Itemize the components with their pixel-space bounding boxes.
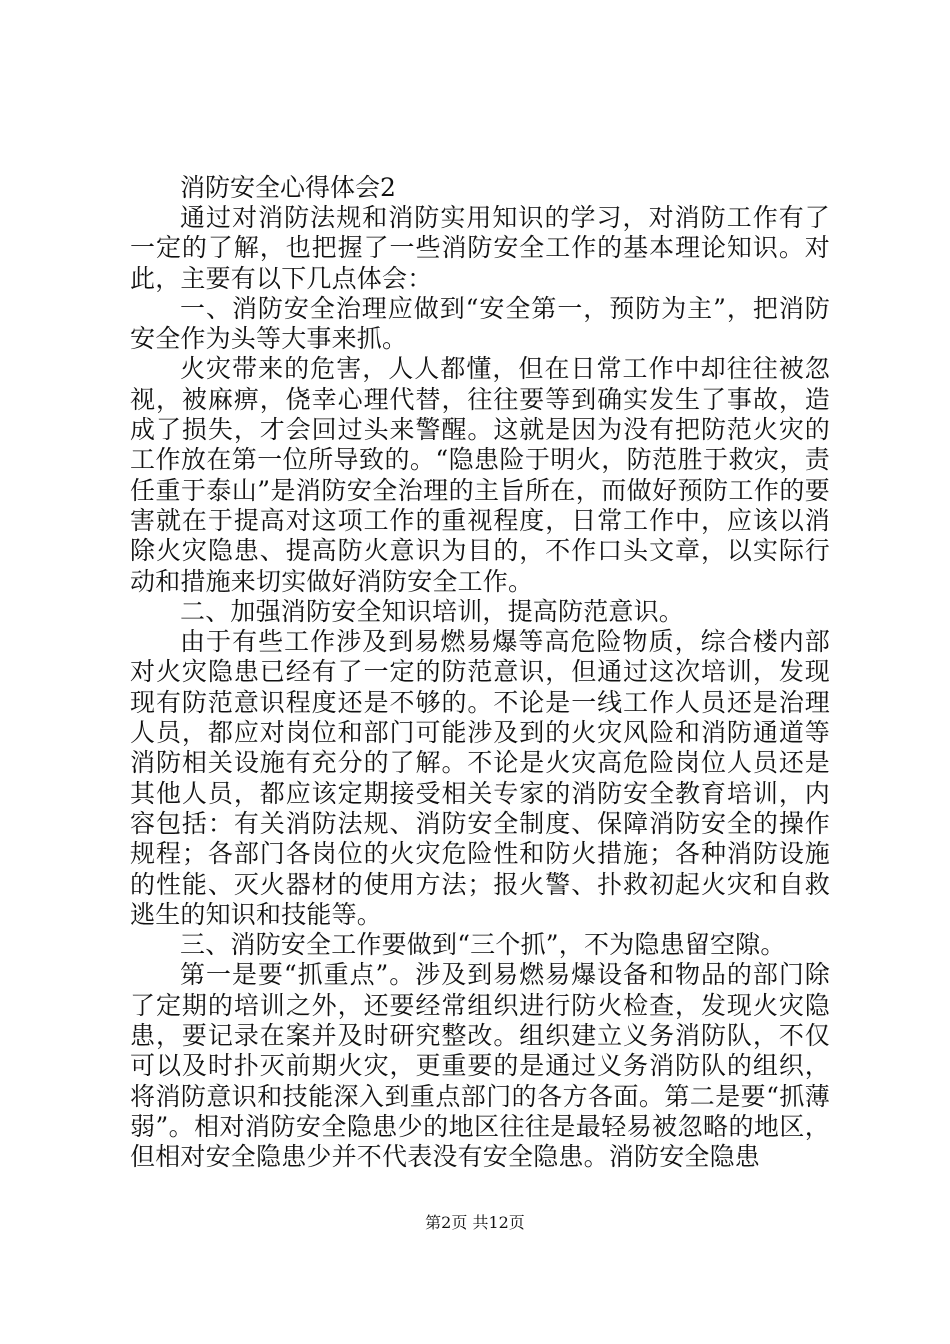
paragraph-section-1-body: 火灾带来的危害，人人都懂，但在日常工作中却往往被忽视，被麻痹，侥幸心理代替，往往要等到确实发生了事故，造成了损失，才会回过头来警醒。这就是因为没有把防范火灾的工作放在第一位所导致的。“隐患险于明火，防范胜于救灾，责任重于泰山”是消防安全治理的主旨所在，而做好预防工作的要害就在于提高对这项工作的重视程度，日常工作中，应该以消除火灾隐患、提高防火意识为目的，不作口头文章，以实际行动和措施来切实做好消防安全工作。 <box>130 354 830 596</box>
document-body <box>130 173 830 1173</box>
paragraph-section-2-heading: 二、加强消防安全知识培训，提高防范意识。 <box>180 596 685 626</box>
document-title: 消防安全心得体会2 <box>180 173 396 202</box>
paragraph-section-3-heading: 三、消防安全工作要做到“三个抓”，不为隐患留空隙。 <box>180 930 786 960</box>
paragraph-section-3-body: 第一是要“抓重点”。涉及到易燃易爆设备和物品的部门除了定期的培训之外，还要经常组织进行防火检查，发现火灾隐患，要记录在案并及时研究整改。组织建立义务消防队，不仅可以及时扑灭前期火灾，更重要的是通过义务消防队的组织，将消防意识和技能深入到重点部门的各方各面。第二是要“抓薄弱”。相对消防安全隐患少的地区往往是最轻易被忽略的地区，但相对安全隐患少并不代表没有安全隐患。消防安全隐患 <box>130 960 830 1172</box>
paragraph-intro: 通过对消防法规和消防实用知识的学习，对消防工作有了一定的了解，也把握了一些消防安全工作的基本理论知识。对此，主要有以下几点体会： <box>130 203 830 293</box>
paragraph-section-1-heading: 一、消防安全治理应做到“安全第一，预防为主”，把消防安全作为头等大事来抓。 <box>130 293 830 354</box>
page-number-footer: 第2页 共12页 <box>425 1213 525 1232</box>
paragraph-section-2-body: 由于有些工作涉及到易燃易爆等高危险物质，综合楼内部对火灾隐患已经有了一定的防范意识，但通过这次培训，发现现有防范意识程度还是不够的。不论是一线工作人员还是治理人员，都应对岗位和部门可能涉及到的火灾风险和消防通道等消防相关设施有充分的了解。不论是火灾高危险岗位人员还是其他人员，都应该定期接受相关专家的消防安全教育培训，内容包括：有关消防法规、消防安全制度、保障消防安全的操作规程；各部门各岗位的火灾危险性和防火措施；各种消防设施的性能、灭火器材的使用方法；报火警、扑救初起火灾和自救逃生的知识和技能等。 <box>130 627 830 929</box>
